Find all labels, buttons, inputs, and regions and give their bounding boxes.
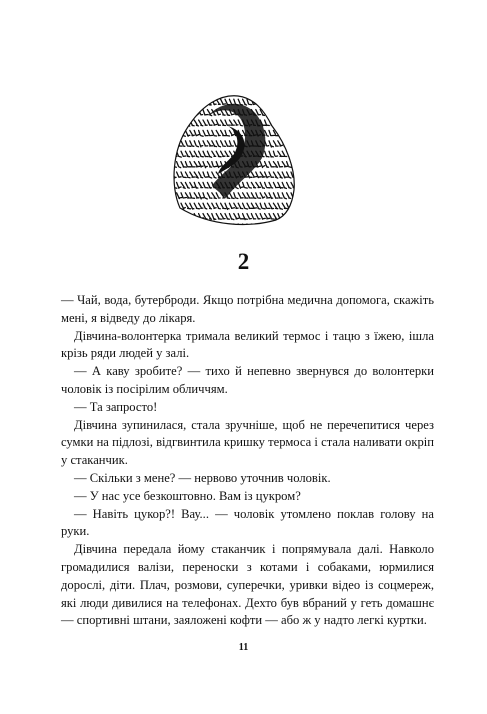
knit-stitch <box>282 110 284 115</box>
knit-stitch <box>183 104 185 105</box>
knit-stitch <box>273 120 276 125</box>
knit-stitch <box>289 136 291 137</box>
knit-stitch <box>271 104 274 105</box>
knit-stitch <box>236 188 238 189</box>
knit-stitch <box>265 99 268 104</box>
knit-stitch <box>199 224 202 228</box>
knit-stitch <box>260 224 262 228</box>
knit-stitch <box>210 177 212 178</box>
knit-stitch <box>289 114 291 115</box>
knit-stitch <box>287 99 289 103</box>
knit-stitch <box>295 110 298 115</box>
knit-stitch <box>293 94 295 95</box>
knit-stitch <box>170 208 172 209</box>
knit-stitch <box>278 110 281 114</box>
knit-stitch <box>293 136 295 137</box>
knit-stitch <box>190 224 192 228</box>
knit-stitch <box>245 188 248 189</box>
knit-stitch <box>172 203 174 207</box>
chapter-number: 2 <box>237 249 250 274</box>
knit-stitch <box>218 166 221 167</box>
knit-stitch <box>183 125 185 126</box>
knit-stitch <box>273 99 276 105</box>
knit-stitch <box>185 214 187 218</box>
knit-stitch <box>267 156 269 157</box>
paragraph: — А каву зробите? — тихо й непевно звернувся до волонтерки чоловік із посірілим обличчям. <box>61 364 434 396</box>
knit-stitch <box>262 188 264 189</box>
knit-stitch <box>177 110 180 116</box>
knit-stitch <box>265 224 267 228</box>
knit-stitch <box>269 110 272 115</box>
knit-stitch <box>216 224 219 228</box>
paragraph: Дівчина-волонтерка тримала великий термос і тацю з їжею, ішла крізь ряди людей у залі. <box>61 328 434 361</box>
knit-stitch <box>170 177 173 178</box>
knit-stitch <box>185 99 187 104</box>
knit-stitch <box>177 130 180 135</box>
knit-stitch <box>284 166 287 167</box>
knit-stitch <box>280 125 282 126</box>
knit-stitch <box>177 214 179 219</box>
knit-stitch <box>291 224 293 228</box>
knit-stitch <box>172 110 175 115</box>
knit-stitch <box>271 156 273 157</box>
knit-stitch <box>282 224 284 228</box>
knit-stitch <box>289 188 291 189</box>
knit-stitch <box>254 177 257 178</box>
knit-stitch <box>196 166 199 167</box>
chapter-text <box>61 292 434 630</box>
knit-stitch <box>214 219 216 220</box>
knit-stitch <box>172 141 175 145</box>
knit-stitch <box>181 120 183 124</box>
knit-stitch <box>289 177 291 178</box>
knit-stitch <box>287 110 289 115</box>
knit-stitch <box>240 187 243 188</box>
knit-stitch <box>284 94 286 95</box>
knit-stitch <box>293 167 296 168</box>
knit-stitch <box>192 104 194 105</box>
knit-stitch <box>201 125 203 126</box>
knit-stitch <box>214 208 216 209</box>
knit-stitch <box>196 146 198 147</box>
knit-hat-icon <box>168 86 298 228</box>
knit-stitch <box>203 224 206 228</box>
knit-stitch <box>179 187 181 188</box>
knit-stitch <box>212 224 214 228</box>
knit-stitch <box>280 94 283 95</box>
knit-stitch <box>276 177 278 178</box>
knit-stitch <box>179 167 181 168</box>
knit-stitch <box>295 99 297 104</box>
knit-stitch <box>280 136 283 137</box>
knit-stitch <box>185 120 187 125</box>
knit-stitch <box>183 115 186 116</box>
knit-stitch <box>229 224 231 228</box>
knit-stitch <box>172 224 176 228</box>
knit-stitch <box>172 214 174 218</box>
knit-stitch <box>188 177 190 178</box>
knit-stitch <box>295 172 298 177</box>
knit-stitch <box>190 99 192 103</box>
knit-stitch <box>232 219 234 220</box>
knit-stitch <box>232 208 235 209</box>
knit-stitch <box>280 145 283 146</box>
knit-stitch <box>256 99 259 104</box>
knit-stitch <box>280 104 283 105</box>
knit-stitch <box>201 177 203 178</box>
knit-stitch <box>293 104 295 105</box>
knit-stitch <box>177 99 179 104</box>
paragraph: — Скільки з мене? — нервово уточнив чоловік. <box>74 470 331 485</box>
knit-stitch <box>280 177 282 178</box>
knit-stitch <box>192 187 195 188</box>
knit-stitch <box>192 218 194 219</box>
knit-stitch <box>295 162 297 167</box>
knit-stitch <box>278 224 281 228</box>
knit-stitch <box>267 177 269 178</box>
knit-stitch <box>291 151 294 156</box>
knit-stitch <box>214 146 217 147</box>
knit-stitch <box>225 224 227 228</box>
knit-stitch <box>223 94 225 95</box>
knit-stitch <box>207 224 209 228</box>
knit-stitch <box>210 104 212 105</box>
knit-stitch <box>201 136 203 137</box>
knit-stitch <box>289 218 291 219</box>
knit-stitch <box>232 135 234 136</box>
knit-stitch <box>188 188 190 189</box>
knit-stitch <box>280 208 282 209</box>
knit-stitch <box>190 110 193 115</box>
knit-stitch <box>170 197 173 198</box>
knit-stitch <box>291 130 293 134</box>
knit-stitch <box>284 198 286 199</box>
knit-stitch <box>210 115 212 116</box>
paragraph: — Чай, вода, бутерброди. Якщо потрібна медична допомога, скажіть мені, я відведу до лікаря. <box>61 293 434 325</box>
knit-stitch <box>262 115 264 116</box>
paragraph: — У нас усе безкоштовно. Вам із цукром? <box>74 488 301 503</box>
knit-stitch <box>196 177 198 178</box>
knit-stitch <box>172 193 175 199</box>
knit-stitch <box>227 115 230 116</box>
knit-stitch <box>295 141 297 146</box>
knit-stitch <box>194 224 196 228</box>
knit-stitch <box>179 156 182 157</box>
knit-stitch <box>256 224 258 228</box>
knit-stitch <box>179 198 182 199</box>
knit-stitch <box>170 104 173 105</box>
knit-stitch <box>245 208 248 209</box>
knit-stitch <box>295 130 297 134</box>
knit-stitch <box>282 130 285 135</box>
knit-stitch <box>214 177 216 178</box>
knit-stitch <box>287 214 289 219</box>
knit-stitch <box>183 208 185 209</box>
knit-stitch <box>291 214 293 218</box>
knit-stitch <box>287 224 289 228</box>
knit-stitch <box>260 99 262 104</box>
knit-stitch <box>269 99 271 103</box>
knit-stitch <box>214 124 217 125</box>
knit-stitch <box>196 125 198 126</box>
knit-stitch <box>196 188 198 189</box>
knit-stitch <box>203 99 205 105</box>
paragraph: — Та запросто! <box>74 399 158 414</box>
knit-stitch <box>181 214 184 220</box>
knit-stitch <box>258 166 261 167</box>
knit-stitch <box>291 99 293 103</box>
hat-texture <box>168 86 298 228</box>
knit-stitch <box>236 198 238 199</box>
knit-stitch <box>287 141 289 145</box>
knit-stitch <box>218 146 220 147</box>
knit-stitch <box>262 197 264 198</box>
knit-stitch <box>282 120 284 125</box>
knit-stitch <box>210 156 212 157</box>
knit-stitch <box>273 110 275 115</box>
knit-stitch <box>295 203 298 208</box>
knit-stitch <box>172 99 175 104</box>
knit-stitch <box>194 99 197 104</box>
knit-stitch <box>271 146 273 147</box>
knit-stitch <box>214 166 217 167</box>
knit-stitch <box>289 125 291 126</box>
knit-stitch <box>183 188 185 189</box>
knit-stitch <box>172 130 175 136</box>
knit-stitch <box>196 219 199 220</box>
knit-stitch <box>181 224 185 228</box>
knit-stitch <box>289 94 292 95</box>
knit-stitch <box>258 208 260 209</box>
knit-stitch <box>185 110 187 116</box>
knit-stitch <box>232 114 235 115</box>
knit-stitch <box>245 104 247 105</box>
knit-stitch <box>194 110 197 116</box>
knit-stitch <box>201 166 203 167</box>
knit-stitch <box>183 198 186 199</box>
knit-stitch <box>218 114 220 115</box>
knit-stitch <box>289 104 291 105</box>
knit-stitch <box>181 99 183 104</box>
knit-stitch <box>282 99 284 104</box>
knit-stitch <box>273 224 277 228</box>
knit-stitch <box>291 120 294 126</box>
knit-stitch <box>280 115 282 116</box>
knit-stitch <box>289 167 292 168</box>
knit-stitch <box>218 93 220 94</box>
knit-stitch <box>181 110 184 115</box>
knit-stitch <box>172 151 174 157</box>
knit-stitch <box>291 110 294 115</box>
knit-stitch <box>185 224 187 228</box>
knit-stitch <box>284 188 286 189</box>
knit-stitch <box>170 167 172 168</box>
paragraph: Дівчина зупинилася, стала зручніше, щоб не перечепитися через сумки на підлозі, відгвинтила кришку термоса і стала наливати окріп у стаканчик. <box>61 417 434 468</box>
knit-stitch <box>240 125 242 126</box>
knit-stitch <box>174 94 176 95</box>
knit-stitch <box>291 203 294 208</box>
knit-stitch <box>295 120 297 124</box>
knit-stitch <box>205 198 207 199</box>
knit-stitch <box>295 224 297 228</box>
knit-stitch <box>295 193 297 197</box>
knit-stitch <box>172 120 175 125</box>
knit-stitch <box>196 156 198 157</box>
knit-stitch <box>199 99 201 104</box>
knit-stitch <box>267 136 269 137</box>
knit-stitch <box>192 125 194 126</box>
knit-stitch <box>177 224 179 228</box>
knit-stitch <box>269 224 271 228</box>
knit-stitch <box>267 218 270 219</box>
knit-stitch <box>177 120 179 124</box>
knit-stitch <box>174 135 177 136</box>
page-number: 11 <box>238 642 249 653</box>
knit-stitch <box>214 94 216 95</box>
knit-stitch <box>278 99 280 105</box>
knit-stitch <box>295 182 297 188</box>
knit-stitch <box>287 130 289 135</box>
knit-stitch <box>174 208 176 209</box>
knit-stitch <box>179 104 181 105</box>
knit-stitch <box>170 125 172 126</box>
knit-stitch <box>205 208 207 209</box>
knit-stitch <box>291 141 294 146</box>
paragraph: — Навіть цукор?! Вау... — чоловік утомлено поклав голову на руки. <box>61 506 434 539</box>
knit-stitch <box>214 198 216 199</box>
knit-stitch <box>232 198 235 199</box>
knit-stitch <box>201 104 204 105</box>
knit-stitch <box>221 224 223 228</box>
knit-stitch <box>287 120 290 125</box>
knit-stitch <box>223 104 226 105</box>
knit-stitch <box>295 151 298 157</box>
knit-stitch <box>278 120 281 125</box>
knit-stitch <box>254 208 257 209</box>
paragraph: Дівчина передала йому стаканчик і попрямувала далі. Навколо громадилися валізи, переноски з котами і собаками, юрмилися дорослі, діти. Плач, розмови, суперечки, уривки відео із соцмереж, які люди дивилися на телефонах. Дехто був вбраний у геть домашнє — спортивні штани, заяложені кофти — або ж у надто легкі куртки. <box>61 542 434 628</box>
knit-stitch <box>236 218 239 219</box>
knit-stitch <box>295 214 298 220</box>
knit-stitch <box>267 114 270 115</box>
knit-stitch <box>245 219 248 220</box>
